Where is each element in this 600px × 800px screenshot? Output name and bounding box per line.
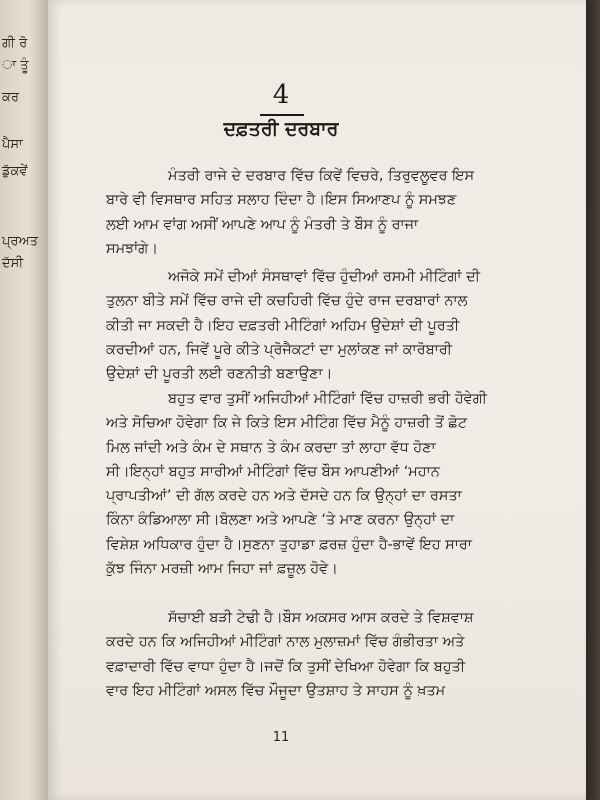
text-line: ਸੀ।ਇਨ੍ਹਾਂ ਬਹੁਤ ਸਾਰੀਆਂ ਮੀਟਿੰਗਾਂ ਵਿੱਚ ਬੌਸ ਆਪਣੀਆਂ ‘ਮਹਾਨ	[106, 463, 440, 480]
text-line: ਉਦੇਸ਼ਾਂ ਦੀ ਪੂਰਤੀ ਲਈ ਰਣਨੀਤੀ ਬਣਾਉਣਾ।	[106, 366, 333, 383]
text-line: ਮੰਤਰੀ ਰਾਜੇ ਦੇ ਦਰਬਾਰ ਵਿੱਚ ਕਿਵੇਂ ਵਿਚਰੇ, ਤਿਰੁਵਲੂਵਰ ਇਸ	[168, 168, 475, 184]
left-page-fragment: ਪੈਸਾ	[2, 137, 23, 152]
book-page	[48, 0, 586, 800]
text-line: ਸੱਚਾਈ ਬੜੀ ਟੇਢੀ ਹੈ।ਬੌਸ ਅਕਸਰ ਆਸ ਕਰਦੇ ਤੇ ਵਿਸ਼ਵਾਸ਼	[168, 610, 474, 626]
chapter-number: 4	[272, 80, 290, 110]
text-line: ਕਰਦੀਆਂ ਹਨ, ਜਿਵੇਂ ਪੂਰੇ ਕੀਤੇ ਪ੍ਰੋਜੈਕਟਾਂ ਦਾ ਮੁਲਾਂਕਣ ਜਾਂ ਕਾਰੋਬਾਰੀ	[106, 341, 452, 358]
text-line: ਕੀਤੀ ਜਾ ਸਕਦੀ ਹੈ।ਇਹ ਦਫ਼ਤਰੀ ਮੀਟਿੰਗਾਂ ਅਹਿਮ ਉਦੇਸ਼ਾਂ ਦੀ ਪੂਰਤੀ	[106, 317, 460, 334]
paragraph	[106, 387, 546, 581]
text-line: ਵਫ਼ਾਦਾਰੀ ਵਿੱਚ ਵਾਧਾ ਹੁੰਦਾ ਹੈ।ਜਦੋਂ ਕਿ ਤੁਸੀਂ ਦੇਖਿਆ ਹੋਵੇਗਾ ਕਿ ਬਹੁਤੀ	[106, 658, 466, 675]
left-page-fragment: ਗੀ ਰੋ	[2, 36, 28, 51]
chapter-number-underline	[260, 114, 304, 116]
paragraph	[106, 265, 546, 386]
text-line: ਸਮਝਾਂਗੇ।	[106, 240, 158, 257]
left-page-edge	[0, 0, 48, 800]
text-line: ਅਜੋਕੇ ਸਮੇਂ ਦੀਆਂ ਸੰਸਥਾਵਾਂ ਵਿੱਚ ਹੁੰਦੀਆਂ ਰਸਮੀ ਮੀਟਿੰਗਾਂ ਦੀ	[168, 269, 480, 285]
left-page-fragment: ਦੱਸੀ	[2, 256, 24, 271]
text-line: ਕਰਦੇ ਹਨ ਕਿ ਅਜਿਹੀਆਂ ਮੀਟਿੰਗਾਂ ਨਾਲ ਮੁਲਾਜ਼ਮਾਂ ਵਿੱਚ ਗੰਭੀਰਤਾ ਅਤੇ	[106, 634, 465, 651]
text-line: ਅਤੇ ਸੋਚਿਆ ਹੋਵੇਗਾ ਕਿ ਜੇ ਕਿਤੇ ਇਸ ਮੀਟਿੰਗ ਵਿੱਚ ਮੈਨੂੰ ਹਾਜ਼ਰੀ ਤੋਂ ਛੋਟ	[106, 415, 467, 432]
page-number: 11	[272, 730, 290, 745]
text-line: ਲਈ ਆਮ ਵਾਂਗ ਅਸੀਂ ਆਪਣੇ ਆਪ ਨੂੰ ਮੰਤਰੀ ਤੇ ਬੌਸ ਨੂੰ ਰਾਜਾ	[106, 216, 419, 233]
text-line: ਕਿੰਨਾ ਕੰਡਿਆਲਾ ਸੀ।ਬੋਲਣਾ ਅਤੇ ਆਪਣੇ ‘ਤੇ ਮਾਣ ਕਰਨਾ ਉਨ੍ਹਾਂ ਦਾ	[106, 512, 455, 529]
paragraph	[106, 164, 546, 261]
paragraph	[106, 606, 546, 703]
text-line: ਵਿਸ਼ੇਸ਼ ਅਧਿਕਾਰ ਹੁੰਦਾ ਹੈ।ਸੁਣਨਾ ਤੁਹਾਡਾ ਫ਼ਰਜ਼ ਹੁੰਦਾ ਹੈ-ਭਾਵੇਂ ਇਹ ਸਾਰਾ	[106, 536, 472, 553]
text-line: ਬਹੁਤ ਵਾਰ ਤੁਸੀਂ ਅਜਿਹੀਆਂ ਮੀਟਿੰਗਾਂ ਵਿੱਚ ਹਾਜ਼ਰੀ ਭਰੀ ਹੋਵੇਗੀ	[168, 391, 488, 407]
text-line: ਪ੍ਰਾਪਤੀਆਂ’ ਦੀ ਗੱਲ ਕਰਦੇ ਹਨ ਅਤੇ ਦੱਸਦੇ ਹਨ ਕਿ ਉਨ੍ਹਾਂ ਦਾ ਰਸਤਾ	[106, 488, 462, 505]
text-line: ਤੁਲਨਾ ਬੀਤੇ ਸਮੇਂ ਵਿੱਚ ਰਾਜੇ ਦੀ ਕਚਹਿਰੀ ਵਿੱਚ ਹੁੰਦੇ ਰਾਜ ਦਰਬਾਰਾਂ ਨਾਲ	[106, 293, 468, 310]
background-edge	[586, 0, 600, 800]
left-page-fragment: ਾ ਤੂੰ	[2, 58, 29, 73]
left-page-fragment: ਕਰ	[2, 90, 19, 105]
text-line: ਕੁੱਝ ਜਿੰਨਾ ਮਰਜ਼ੀ ਆਮ ਜਿਹਾ ਜਾਂ ਫ਼ਜ਼ੂਲ ਹੋਵੇ।	[106, 561, 338, 578]
text-line: ਬਾਰੇ ਵੀ ਵਿਸਥਾਰ ਸਹਿਤ ਸਲਾਹ ਦਿੰਦਾ ਹੈ।ਇਸ ਸਿਆਣਪ ਨੂੰ ਸਮਝਣ	[106, 192, 457, 209]
left-page-fragment: ਪ੍ਰਅਤ	[2, 234, 38, 249]
chapter-title: ਦਫ਼ਤਰੀ ਦਰਬਾਰ	[223, 118, 339, 140]
left-page-fragment: ਡੁੱਕਵੇਂ	[2, 164, 28, 179]
text-line: ਮਿਲ ਜਾਂਦੀ ਅਤੇ ਕੰਮ ਦੇ ਸਥਾਨ ਤੇ ਕੰਮ ਕਰਦਾ ਤਾਂ ਲਾਹਾ ਵੱਧ ਹੋਣਾ	[106, 439, 436, 456]
text-line: ਵਾਰ ਇਹ ਮੀਟਿੰਗਾਂ ਅਸਲ ਵਿੱਚ ਮੌਜੂਦਾ ਉਤਸ਼ਾਹ ਤੇ ਸਾਹਸ ਨੂੰ ਖ਼ਤਮ	[106, 682, 446, 699]
